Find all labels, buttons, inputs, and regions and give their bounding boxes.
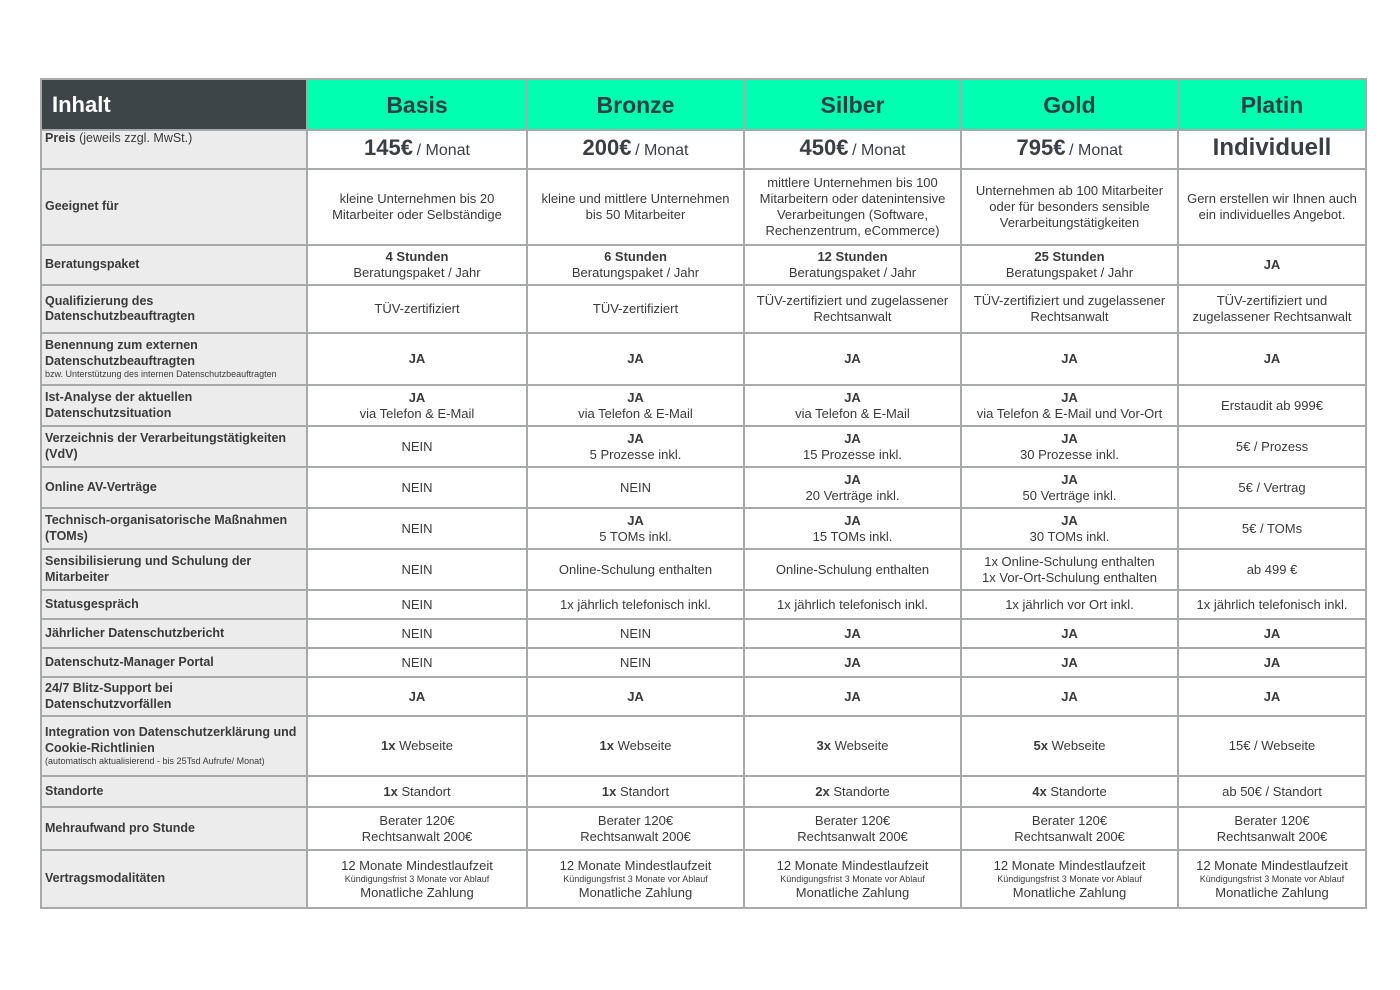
table-cell [527,245,744,285]
price-amount: 450€ [799,135,849,160]
cell-text: 15 Prozesse inkl. [803,446,902,462]
table-cell: kleine Unternehmen bis 20 Mitarbeiter oder Selbständige [307,169,527,245]
row-label-vertrag: Vertragsmodalitäten [41,850,307,908]
cell-text: Berater 120€ [814,812,891,828]
cell-text: Standort [619,783,670,799]
header-plan-basis: Basis [307,79,527,130]
cell-text: Beratungspaket / Jahr [571,265,700,280]
table-cell [961,549,1178,590]
table-cell [527,549,744,590]
cell-text: 12 Monate Mindestlaufzeit [993,857,1146,873]
row-preis [41,130,1366,169]
cell-text: 5 Prozesse inkl. [589,446,682,462]
cell-small: Kündigungsfrist 3 Monate vor Ablauf [344,873,490,884]
cell-text: Online-Schulung enthalten [775,561,930,577]
cell-strong: JA [1263,257,1281,272]
cell-text: Monatliche Zahlung [1012,884,1127,900]
table-cell: TÜV-zertifiziert und zugelassener Rechtsanwalt [744,285,961,333]
row-vertrag [41,850,1366,908]
cell-strong: 4 Stunden [385,249,449,264]
table-cell [961,426,1178,467]
cell-strong: JA [1061,389,1078,405]
table-cell [744,385,961,426]
cell-text: 12 Monate Mindestlaufzeit [776,857,929,873]
header-plan-bronze: Bronze [527,79,744,130]
table-cell: NEIN [527,619,744,648]
cell-text: Rechtsanwalt 200€ [797,828,908,844]
table-cell [744,776,961,807]
row-label-vdv: Verzeichnis der Verarbeitungstätigkeiten (VdV) [41,426,307,467]
header-inhalt: Inhalt [41,79,307,130]
cell-text: 30 Prozesse inkl. [1020,446,1119,462]
price-unit: / Monat [852,142,906,159]
cell-strong: JA [627,389,644,405]
table-cell: JA [1178,648,1366,677]
row-label-blitz: 24/7 Blitz-Support bei Datenschutzvorfällen [41,677,307,716]
table-cell [527,508,744,549]
cell-text: Berater 120€ [379,812,455,828]
cell-text: via Telefon & E-Mail und Vor-Ort [976,405,1163,421]
table-cell [961,776,1178,807]
table-cell [744,716,961,776]
cell-text: NEIN [401,561,433,577]
cell-small: Kündigungsfrist 3 Monate vor Ablauf [997,873,1142,884]
table-cell: NEIN [307,619,527,648]
table-cell: JA [961,648,1178,677]
row-istanalyse [41,385,1366,426]
cell-strong: 1x [601,783,617,799]
cell-text: Berater 120€ [597,812,674,828]
table-cell [307,776,527,807]
header-plan-silber: Silber [744,79,961,130]
row-standorte [41,776,1366,807]
table-cell [307,385,527,426]
table-cell [527,467,744,508]
cell-text: Monatliche Zahlung [795,884,910,900]
row-portal [41,648,1366,677]
price-cell [307,130,527,169]
cell-small: Kündigungsfrist 3 Monate vor Ablauf [563,873,708,884]
table-cell [1178,716,1366,776]
table-cell [527,426,744,467]
table-cell: JA [1178,333,1366,385]
row-label-standorte: Standorte [41,776,307,807]
table-cell: JA [307,333,527,385]
cell-strong: 2x [815,783,830,799]
row-label-qualifizierung: Qualifizierung des Datenschutzbeauftragten [41,285,307,333]
table-cell: 1x jährlich telefonisch inkl. [744,590,961,619]
benennung-label: Benennung zum externen Datenschutzbeauftragten [45,338,198,368]
cell-text: ab 50€ / Standort [1222,783,1322,799]
cell-strong: JA [627,512,644,528]
table-cell: TÜV-zertifiziert und zugelassener Rechtsanwalt [961,285,1178,333]
cell-text: Standorte [1050,783,1107,799]
integration-sub: (automatisch aktualisierend - bis 25Tsd Aufrufe/ Monat) [45,756,265,766]
table-cell [961,508,1178,549]
preis-note: (jeweils zzgl. MwSt.) [79,131,193,145]
table-cell: JA [744,677,961,716]
table-cell: Unternehmen ab 100 Mitarbeiter oder für besonders sensible Verarbeitungstätigkeiten [961,169,1178,245]
table-cell [1178,385,1366,426]
cell-text: NEIN [619,479,652,495]
row-label-mehraufwand: Mehraufwand pro Stunde [41,807,307,850]
table-cell [1178,508,1366,549]
price-cell [527,130,744,169]
cell-text: Rechtsanwalt 200€ [1216,828,1328,844]
table-cell [307,508,527,549]
row-label-av: Online AV-Verträge [41,467,307,508]
cell-strong: JA [1061,471,1078,487]
cell-strong: 12 Stunden [817,249,888,264]
cell-text: 5 TOMs inkl. [599,528,672,544]
row-integration [41,716,1366,776]
table-cell [1178,467,1366,508]
table-cell [1178,245,1366,285]
table-cell [744,850,961,908]
cell-text: Monatliche Zahlung [1215,884,1329,900]
table-cell: TÜV-zertifiziert und zugelassener Rechtsanwalt [1178,285,1366,333]
pricing-table [40,78,1367,909]
row-schulung [41,549,1366,590]
table-cell: mittlere Unternehmen bis 100 Mitarbeitern oder datenintensive Verarbeitungen (Software, Rechenzentrum, eCommerce) [744,169,961,245]
table-cell [1178,807,1366,850]
cell-text: 30 TOMs inkl. [1029,528,1110,544]
cell-strong: JA [1061,512,1078,528]
cell-strong: 4x [1032,783,1047,799]
cell-text: NEIN [401,438,433,454]
cell-text: Beratungspaket / Jahr [353,265,481,280]
cell-text: Berater 120€ [1031,812,1108,828]
cell-strong: JA [844,471,861,487]
table-cell [527,716,744,776]
table-cell [527,850,744,908]
table-cell: JA [744,333,961,385]
cell-text: NEIN [401,520,433,536]
table-cell [961,850,1178,908]
cell-strong: JA [408,389,426,405]
table-cell [307,426,527,467]
row-label-istanalyse: Ist-Analyse der aktuellen Datenschutzsituation [41,385,307,426]
cell-text: 15 TOMs inkl. [812,528,893,544]
cell-strong: JA [844,430,861,446]
header-plan-platin: Platin [1178,79,1366,130]
row-qualifizierung [41,285,1366,333]
row-label-preis [41,130,307,169]
table-cell [961,385,1178,426]
cell-strong: 25 Stunden [1034,249,1105,264]
row-label-portal: Datenschutz-Manager Portal [41,648,307,677]
table-cell [1178,850,1366,908]
table-cell [744,549,961,590]
cell-strong: JA [1061,430,1078,446]
price-unit: / Monat [1069,142,1123,159]
table-cell: kleine und mittlere Unternehmen bis 50 Mitarbeiter [527,169,744,245]
row-label-status: Statusgespräch [41,590,307,619]
integration-label: Integration von Datenschutzerklärung und Cookie-Richtlinien [45,725,297,755]
row-blitz [41,677,1366,716]
header-row [41,79,1366,130]
table-cell [307,549,527,590]
row-status [41,590,1366,619]
price-unit: / Monat [635,142,689,159]
table-cell: NEIN [307,590,527,619]
price-cell [961,130,1178,169]
table-cell [744,807,961,850]
row-label-bericht: Jährlicher Datenschutzbericht [41,619,307,648]
price-individual: Individuell [1212,134,1332,161]
table-cell [1178,776,1366,807]
price-unit: / Monat [416,142,470,159]
table-cell [527,776,744,807]
cell-text: via Telefon & E-Mail [795,405,910,421]
row-beratung [41,245,1366,285]
cell-text: Webseite [834,738,889,753]
table-cell: JA [744,648,961,677]
row-geeignet [41,169,1366,245]
table-cell [961,807,1178,850]
table-cell: 1x jährlich telefonisch inkl. [527,590,744,619]
table-cell [527,807,744,850]
cell-text: Standort [401,783,451,799]
table-cell: JA [961,619,1178,648]
cell-text: 12 Monate Mindestlaufzeit [341,857,493,873]
cell-strong: JA [844,389,861,405]
cell-text: 12 Monate Mindestlaufzeit [559,857,712,873]
table-cell: JA [744,619,961,648]
table-cell [744,467,961,508]
table-cell: JA [527,677,744,716]
cell-strong: 1x [599,738,614,753]
table-cell: JA [1178,619,1366,648]
table-cell: 1x jährlich vor Ort inkl. [961,590,1178,619]
cell-text: NEIN [401,479,433,495]
cell-text: Standorte [833,783,890,799]
cell-text: 15€ / Webseite [1228,738,1316,753]
price-amount: 795€ [1016,135,1066,160]
table-cell: NEIN [527,648,744,677]
cell-text: ab 499 € [1246,561,1298,577]
cell-text: Online-Schulung enthalten [558,561,713,577]
cell-text: via Telefon & E-Mail [359,405,475,421]
cell-text: Monatliche Zahlung [578,884,693,900]
cell-text: Webseite [399,738,454,753]
row-label-benennung [41,333,307,385]
table-cell: JA [961,333,1178,385]
table-cell [307,716,527,776]
header-plan-gold: Gold [961,79,1178,130]
cell-text: Erstaudit ab 999€ [1221,397,1323,413]
cell-text: 1x Online-Schulung enthalten [984,553,1155,569]
cell-text: Beratungspaket / Jahr [788,265,917,280]
cell-strong: 3x [816,738,831,753]
cell-text: Webseite [1051,738,1106,753]
cell-text: 1x Vor-Ort-Schulung enthalten [982,569,1157,585]
table-cell [744,508,961,549]
table-cell: Gern erstellen wir Ihnen auch ein individuelles Angebot. [1178,169,1366,245]
table-cell [961,716,1178,776]
cell-text: 5€ / Vertrag [1238,479,1306,495]
table-cell: NEIN [307,648,527,677]
cell-text: Berater 120€ [1234,812,1310,828]
cell-text: 50 Verträge inkl. [1022,487,1117,503]
cell-text: Webseite [617,738,672,753]
table-cell [744,426,961,467]
row-label-toms: Technisch-organisatorische Maßnahmen (TOMs) [41,508,307,549]
table-cell [744,245,961,285]
row-av [41,467,1366,508]
cell-strong: 6 Stunden [604,249,667,264]
row-label-schulung: Sensibilisierung und Schulung der Mitarbeiter [41,549,307,590]
cell-small: Kündigungsfrist 3 Monate vor Ablauf [780,873,925,884]
cell-small: Kündigungsfrist 3 Monate vor Ablauf [1199,873,1345,884]
cell-text: 12 Monate Mindestlaufzeit [1196,857,1348,873]
cell-text: via Telefon & E-Mail [578,405,693,421]
cell-strong: JA [627,430,644,446]
cell-text: 5€ / TOMs [1241,520,1303,536]
price-amount: 200€ [582,135,632,160]
price-amount: 145€ [364,135,413,160]
cell-text: Monatliche Zahlung [360,884,474,900]
price-cell [744,130,961,169]
table-cell [961,245,1178,285]
cell-text: Rechtsanwalt 200€ [1014,828,1125,844]
cell-strong: 5x [1033,738,1048,753]
row-label-beratung: Beratungspaket [41,245,307,285]
table-cell [1178,549,1366,590]
cell-text: Beratungspaket / Jahr [1005,265,1134,280]
row-label-geeignet: Geeignet für [41,169,307,245]
benennung-sub: bzw. Unterstützung des internen Datenschutzbeauftragten [45,369,277,379]
table-cell [1178,426,1366,467]
table-cell [961,467,1178,508]
row-toms [41,508,1366,549]
row-bericht [41,619,1366,648]
price-cell [1178,130,1366,169]
table-cell [307,807,527,850]
table-cell [307,245,527,285]
table-cell [527,385,744,426]
preis-label: Preis [45,131,76,145]
table-cell: TÜV-zertifiziert [527,285,744,333]
row-mehraufwand [41,807,1366,850]
cell-strong: 1x [383,783,398,799]
table-cell: JA [307,677,527,716]
table-cell: TÜV-zertifiziert [307,285,527,333]
table-cell: JA [1178,677,1366,716]
table-cell: JA [961,677,1178,716]
row-label-integration [41,716,307,776]
table-cell [307,850,527,908]
cell-text: 20 Verträge inkl. [805,487,900,503]
row-benennung [41,333,1366,385]
table-cell: 1x jährlich telefonisch inkl. [1178,590,1366,619]
cell-text: Rechtsanwalt 200€ [580,828,691,844]
cell-strong: 1x [380,738,396,753]
table-cell [307,467,527,508]
cell-strong: JA [844,512,861,528]
cell-text: 5€ / Prozess [1235,438,1309,454]
row-vdv [41,426,1366,467]
table-cell: JA [527,333,744,385]
cell-text: Rechtsanwalt 200€ [361,828,473,844]
